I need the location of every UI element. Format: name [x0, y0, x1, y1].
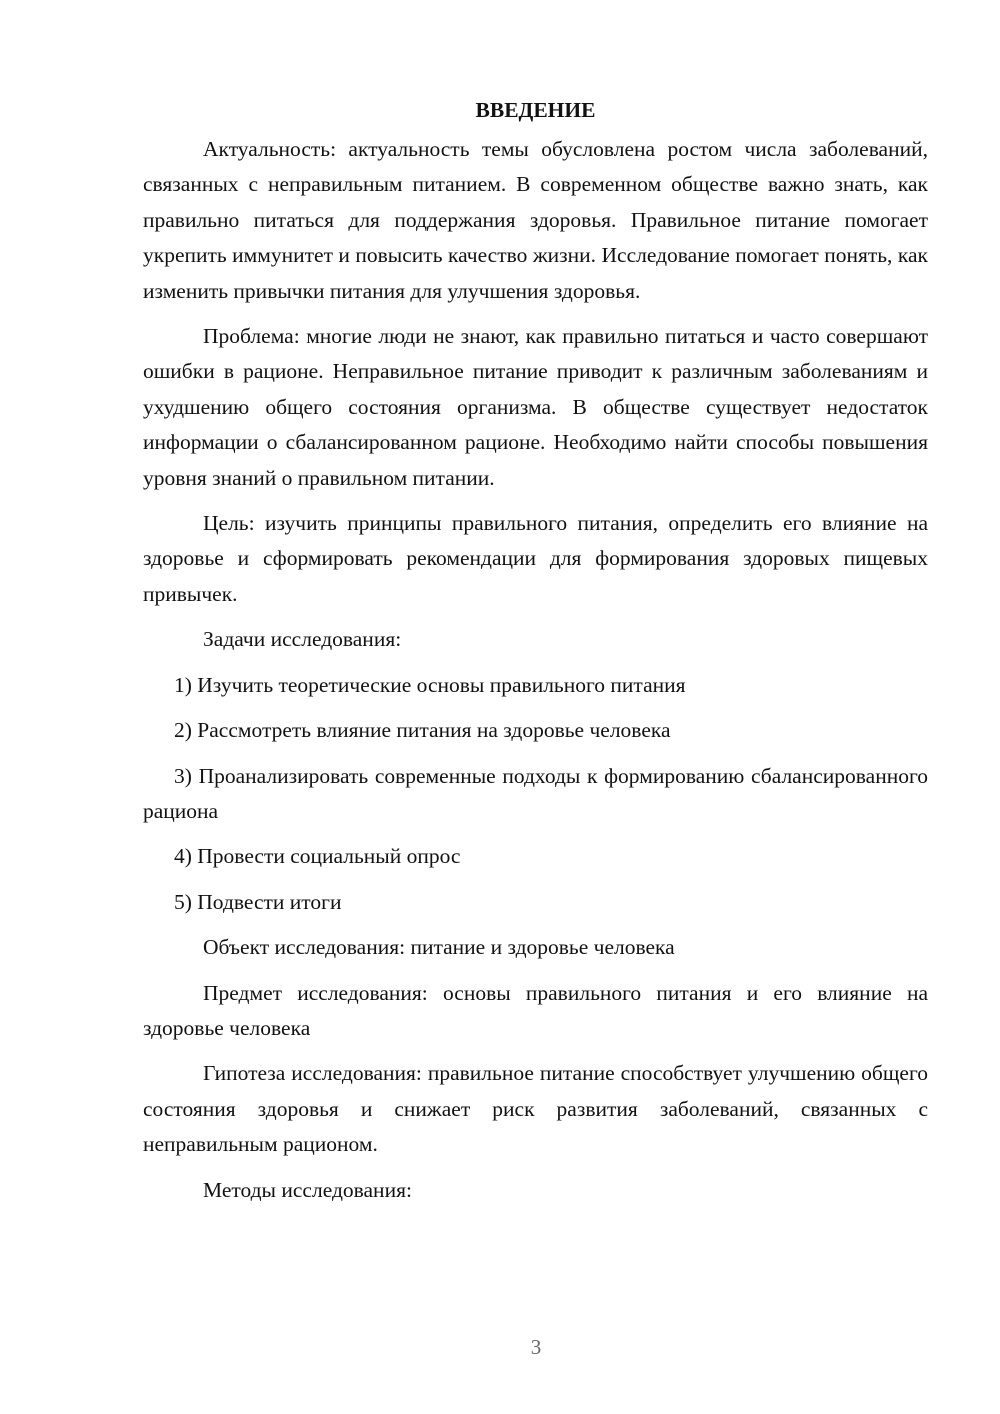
tasks-heading: Задачи исследования:: [203, 627, 402, 652]
section-title: ВВЕДЕНИЕ: [475, 98, 596, 122]
task-item: 5) Подвести итоги: [174, 889, 342, 914]
task-item: 1) Изучить теоретические основы правильного питания: [174, 672, 686, 697]
relevance-paragraph: Актуальность: актуальность темы обусловлена ростом числа заболеваний, связанных с неправильным питанием. В современном обществе важно знать, как правильно питаться для поддержания здоровья. Правильное питание помогает укрепить иммунитет и повысить качество жизни. Исследование помогает понять, как изменить привычки питания для улучшения здоровья.: [143, 137, 928, 303]
problem-paragraph: Проблема: многие люди не знают, как правильно питаться и часто совершают ошибки в рационе. Неправильное питание приводит к различным заболеваниям и ухудшению общего состояния организма. В обществе существует недостаток информации о сбалансированном рационе. Необходимо найти способы повышения уровня знаний о правильном питании.: [143, 324, 928, 490]
task-item: 3) Проанализировать современные подходы к формированию сбалансированного рациона: [143, 763, 928, 823]
methods-heading: Методы исследования:: [203, 1177, 412, 1202]
document-page: [143, 96, 928, 1218]
subject-paragraph: Предмет исследования: основы правильного питания и его влияние на здоровье человека: [143, 980, 928, 1040]
task-item: 2) Рассмотреть влияние питания на здоровье человека: [174, 718, 671, 743]
goal-paragraph: Цель: изучить принципы правильного питания, определить его влияние на здоровье и сформировать рекомендации для формирования здоровых пищевых привычек.: [143, 511, 928, 606]
object-paragraph: Объект исследования: питание и здоровье человека: [203, 935, 675, 960]
task-item: 4) Провести социальный опрос: [174, 844, 461, 869]
page-number: 3: [530, 1335, 542, 1359]
hypothesis-paragraph: Гипотеза исследования: правильное питание способствует улучшению общего состояния здоровья и снижает риск развития заболеваний, связанных с неправильным рационом.: [143, 1061, 928, 1157]
